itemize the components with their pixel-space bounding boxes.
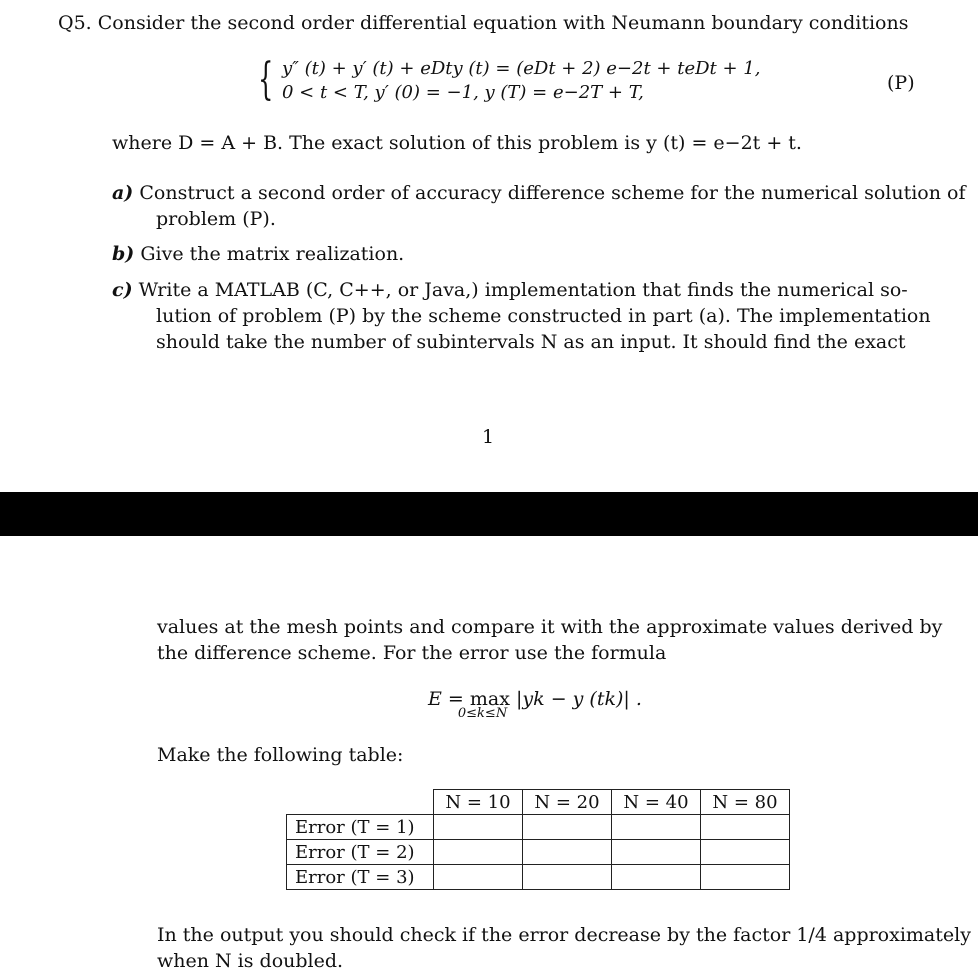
equation-tag: (P) xyxy=(887,72,915,94)
part-b-label: b) xyxy=(112,243,135,265)
formula-lhs: E = xyxy=(428,688,464,710)
part-a-label: a) xyxy=(112,182,134,204)
table-header: N = 20 xyxy=(523,790,612,815)
continuation-line-1: values at the mesh points and compare it with the approximate values derived by xyxy=(157,616,943,638)
part-a-line-1: Construct a second order of accuracy difference scheme for the numerical solution of xyxy=(139,182,966,204)
table-cell xyxy=(701,840,790,865)
table-cell xyxy=(701,815,790,840)
question-title: Q5. Consider the second order differential equation with Neumann boundary conditions xyxy=(58,12,909,34)
table-header: N = 40 xyxy=(612,790,701,815)
part-c xyxy=(112,277,931,355)
part-c-line-3: should take the number of subintervals N as an input. It should find the exact xyxy=(156,331,906,353)
part-b xyxy=(112,241,404,267)
table-header: N = 80 xyxy=(701,790,790,815)
part-b-line-1: Give the matrix realization. xyxy=(140,243,405,265)
row-label: Error (T = 3) xyxy=(287,865,434,890)
table-cell xyxy=(612,865,701,890)
formula-rhs: |yk − y (tk)| . xyxy=(516,688,642,710)
table-row xyxy=(287,840,790,865)
equation-line-1: y″ (t) + y′ (t) + eDty (t) = (eDt + 2) e−2t + teDt + 1, xyxy=(282,58,761,79)
formula-max xyxy=(457,688,510,721)
left-brace: { xyxy=(258,54,274,105)
part-a-line-2: problem (P). xyxy=(156,208,276,230)
error-formula xyxy=(428,688,642,721)
table-header-row xyxy=(287,790,790,815)
error-table xyxy=(286,789,790,890)
part-c-label: c) xyxy=(112,279,133,301)
continuation-line-2: the difference scheme. For the error use the formula xyxy=(157,642,667,664)
equation-line-2: 0 < t < T, y′ (0) = −1, y (T) = e−2T + T, xyxy=(282,82,644,103)
row-label: Error (T = 2) xyxy=(287,840,434,865)
closing-line-1: In the output you should check if the error decrease by the factor 1/4 approximately xyxy=(157,924,971,946)
formula-max-word: max xyxy=(469,688,510,710)
table-corner xyxy=(287,790,434,815)
closing-text xyxy=(157,922,971,974)
table-row xyxy=(287,815,790,840)
table-cell xyxy=(523,815,612,840)
continuation-text xyxy=(157,614,942,666)
part-a xyxy=(112,180,965,232)
table-cell xyxy=(523,840,612,865)
exact-solution-text: where D = A + B. The exact solution of this problem is y (t) = e−2t + t. xyxy=(112,132,802,154)
page-separator xyxy=(0,492,978,536)
part-c-line-2: lution of problem (P) by the scheme constructed in part (a). The implementation xyxy=(156,305,931,327)
table-cell xyxy=(523,865,612,890)
row-label: Error (T = 1) xyxy=(287,815,434,840)
page-number: 1 xyxy=(482,426,495,448)
table-row xyxy=(287,865,790,890)
formula-subscript: 0≤k≤N xyxy=(457,706,508,721)
closing-line-2: when N is doubled. xyxy=(157,950,344,972)
table-cell xyxy=(612,815,701,840)
part-c-line-1: Write a MATLAB (C, C++, or Java,) implementation that finds the numerical so- xyxy=(138,279,908,301)
make-table-text: Make the following table: xyxy=(157,744,404,766)
table-cell xyxy=(434,865,523,890)
table-cell xyxy=(612,840,701,865)
table-cell xyxy=(434,815,523,840)
table-cell xyxy=(701,865,790,890)
table-header: N = 10 xyxy=(434,790,523,815)
table-cell xyxy=(434,840,523,865)
